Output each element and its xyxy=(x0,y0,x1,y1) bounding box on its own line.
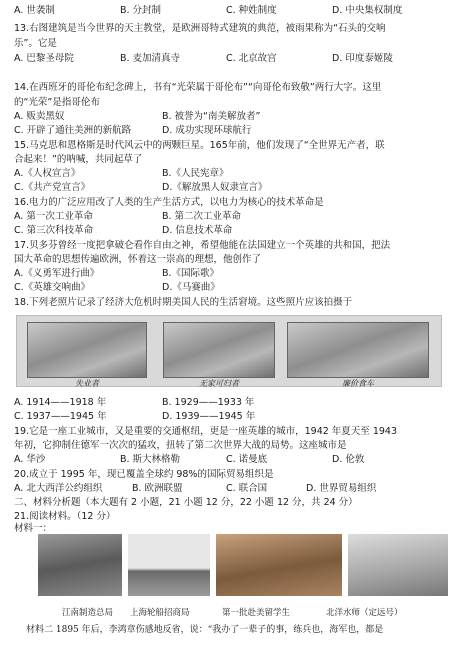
q18-option-a: A. 1914——1918 年 xyxy=(14,397,107,408)
q20-options xyxy=(14,482,412,495)
q18-caption-2: 无家可归者 xyxy=(199,379,239,388)
q19-option-b: B. 斯大林格勒 xyxy=(120,454,181,465)
q17-option-a: A.《义勇军进行曲》 xyxy=(14,268,100,279)
q15-stem-line2: 合起来！”的呐喊，共同起草了 xyxy=(14,154,143,165)
q18-caption-1: 失业者 xyxy=(75,379,99,388)
q14-option-b: B. 被誉为“南美解放者” xyxy=(162,111,261,122)
q17-option-c: C.《英雄交响曲》 xyxy=(14,282,91,293)
q17-stem-line2: 国大革命的思想传遍欧洲，怀着这一崇高的理想，他创作了 xyxy=(14,254,262,265)
q18-photo-cheap-food xyxy=(287,322,429,388)
q18-stem: 18.下列老照片记录了经济大危机时期美国人民的生活窘境。这些照片应该拍摄于 xyxy=(14,297,353,308)
q21-photo-strip xyxy=(38,534,448,596)
q21-material-2: 材料二 1895 年后，李鸿章伤感地反省，说：“我办了一辈子的事，练兵也，海军也，都是 xyxy=(26,625,384,635)
q15-option-a: A.《人权宣言》 xyxy=(14,168,81,179)
q21-caption-4: 北洋水师（定远号） xyxy=(326,608,403,618)
q13-options xyxy=(14,52,438,65)
q18-photo-unemployed xyxy=(27,322,147,388)
q14-option-a: A. 贩卖黑奴 xyxy=(14,111,65,122)
q12-option-d: D. 中央集权制度 xyxy=(332,5,403,16)
q20-stem: 20.成立于 1995 年，现已覆盖全球约 98%的国际贸易组织是 xyxy=(14,469,274,480)
q13-stem-line1: 13.右图建筑是当今世界的天主教堂，是欧洲哥特式建筑的典范，被雨果称为“石头的交响 xyxy=(14,23,386,34)
q16-option-c: C. 第三次科技革命 xyxy=(14,225,94,236)
q19-stem-line2: 年初，它抑制住德军一次次的猛攻，扭转了第二次世界大战的局势。这座城市是 xyxy=(14,440,347,451)
q16-options-ab xyxy=(14,210,310,223)
q18-option-c: C. 1937——1945 年 xyxy=(14,411,107,422)
q17-option-b: B.《国际歌》 xyxy=(162,268,220,279)
q18-photo-strip xyxy=(16,315,442,387)
q18-caption-3: 廉价食车 xyxy=(342,379,374,388)
q14-options-ab xyxy=(14,110,310,123)
section-heading: 二、材料分析题（本大题有 2 小题，21 小题 12 分，22 小题 12 分，共 24 分） xyxy=(14,497,358,508)
q15-options-ab xyxy=(14,167,310,180)
q21-photo-arsenal xyxy=(38,534,122,596)
q18-option-b: B. 1929——1933 年 xyxy=(162,397,255,408)
q13-option-a: A. 巴黎圣母院 xyxy=(14,53,74,64)
q19-stem-line1: 19.它是一座工业城市，又是重要的交通枢纽，更是一座英雄的城市，1942 年夏天至 1943 xyxy=(14,426,398,437)
q16-option-b: B. 第二次工业革命 xyxy=(162,211,242,222)
q16-stem: 16.电力的广泛应用改了人类的生产生活方式，以电力为核心的技术革命是 xyxy=(14,197,324,208)
q14-stem-line1: 14.在西班牙的哥伦布纪念碑上，书有“光荣属于哥伦布”“向哥伦布致敬”两行大字。这里 xyxy=(14,82,382,93)
q15-stem-line1: 15.马克思和恩格斯是时代风云中的两颗巨星。165年前，他们发现了“全世界无产者，联 xyxy=(14,140,385,151)
q19-options xyxy=(14,453,438,466)
q21-title: 21.阅读材料。（12 分） xyxy=(14,511,116,522)
q21-caption-1: 江南制造总局 xyxy=(62,608,114,618)
q15-option-d: D.《解放黑人奴隶宣言》 xyxy=(162,182,268,193)
q21-photo-warship xyxy=(348,534,448,596)
q18-options-cd xyxy=(14,410,310,423)
q13-option-b: B. 麦加清真寺 xyxy=(120,53,181,64)
q21-caption-3: 第一批赴美留学生 xyxy=(222,608,291,618)
q17-options-ab xyxy=(14,267,310,280)
q16-options-cd xyxy=(14,224,310,237)
q21-photo-steamship xyxy=(128,534,210,596)
q20-option-b: B. 欧洲联盟 xyxy=(132,483,183,494)
q16-option-d: D. 信息技术革命 xyxy=(162,225,233,236)
q20-option-a: A. 北大西洋公约组织 xyxy=(14,483,103,494)
q13-option-c: C. 北京故宫 xyxy=(226,53,277,64)
q21-caption-2: 上海轮船招商局 xyxy=(130,608,190,618)
q13-option-d: D. 印度泰姬陵 xyxy=(332,53,393,64)
q19-option-d: D. 伦敦 xyxy=(332,454,365,465)
q17-option-d: D.《马赛曲》 xyxy=(162,282,220,293)
q12-option-a: A. 世袭制 xyxy=(14,5,55,16)
q14-option-d: D. 成功实现环球航行 xyxy=(162,125,252,136)
q15-option-c: C.《共产党宣言》 xyxy=(14,182,91,193)
q18-option-d: D. 1939——1945 年 xyxy=(162,411,256,422)
q17-stem-line1: 17.贝多芬曾经一度把拿破仑看作自由之神，希望他能在法国建立一个英雄的共和国，把法 xyxy=(14,240,391,251)
q15-options-cd xyxy=(14,181,310,194)
q18-options-ab xyxy=(14,396,310,409)
q20-option-d: D. 世界贸易组织 xyxy=(306,483,377,494)
q14-options-cd xyxy=(14,124,310,137)
q16-option-a: A. 第一次工业革命 xyxy=(14,211,93,222)
q12-options xyxy=(14,4,438,17)
q13-stem-line2: 乐”。它是 xyxy=(14,38,57,49)
q12-option-c: C. 种姓制度 xyxy=(226,5,277,16)
q12-option-b: B. 分封制 xyxy=(120,5,162,16)
q21-material-1-label: 材料一： xyxy=(14,523,53,534)
q15-option-b: B.《人民宪章》 xyxy=(162,168,229,179)
q14-option-c: C. 开辟了通往美洲的新航路 xyxy=(14,125,132,136)
q19-option-a: A. 华沙 xyxy=(14,454,46,465)
q14-stem-line2: 的“光荣”是指哥伦布 xyxy=(14,97,100,108)
q21-photo-students xyxy=(216,534,342,596)
q18-photo-homeless xyxy=(163,322,275,388)
q20-option-c: C. 联合国 xyxy=(226,483,268,494)
q19-option-c: C. 诺曼底 xyxy=(226,454,268,465)
q17-options-cd xyxy=(14,281,310,294)
